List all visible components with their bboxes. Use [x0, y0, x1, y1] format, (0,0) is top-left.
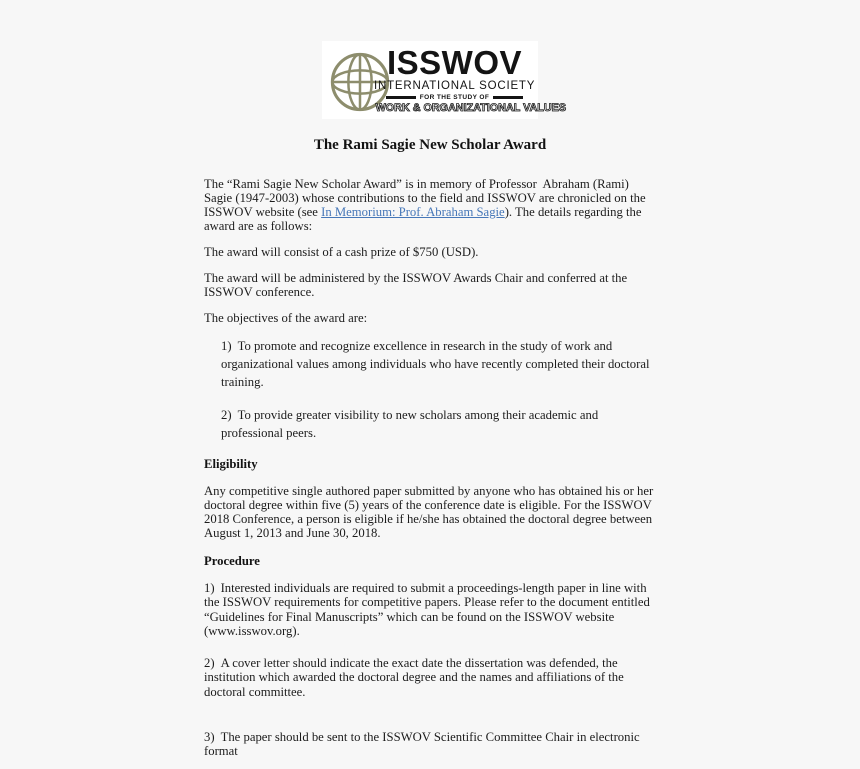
tagline-rule-left	[386, 96, 416, 99]
logo-tagline-row	[374, 94, 535, 101]
eligibility-heading: Eligibility	[204, 457, 258, 471]
item-number: 1)	[204, 581, 215, 595]
intro-paragraph	[204, 177, 656, 233]
list-item	[221, 406, 656, 442]
item-text: A cover letter should indicate the exact date the dissertation was defended, the institution which awarded the doctoral degree and the names and affiliations of the doctoral committee.	[204, 656, 627, 699]
logo-tagline: FOR THE STUDY OF	[419, 94, 490, 101]
procedure-heading: Procedure	[204, 554, 260, 568]
page-title: The Rami Sagie New Scholar Award	[313, 137, 547, 153]
document-body	[204, 177, 656, 759]
list-item	[204, 581, 656, 638]
list-item	[204, 656, 656, 699]
item-text: The paper should be sent to the ISSWOV Scientific Committee Chair in electronic format	[204, 730, 643, 759]
item-text: Interested individuals are required to submit a proceedings-length paper in line with the ISSWOV requirements for competitive papers. Please refer to the document entitled “Guidelines for Final Manuscripts” which can be found on the ISSWOV website (www.isswov.org).	[204, 581, 653, 638]
logo-banner: WORK & ORGANIZATIONAL VALUES	[375, 102, 567, 114]
logo-subtitle: INTERNATIONAL SOCIETY	[374, 80, 536, 92]
prize-paragraph: The award will consist of a cash prize of $750 (USD).	[204, 245, 479, 259]
intro-text-after: ). The details regarding the award are as follows:	[204, 205, 645, 233]
intro-text-before: The “Rami Sagie New Scholar Award” is in memory of Professor Abraham (Rami) Sagie (1947-2003) whose contributions to the field and ISSWOV are chronicled on the ISSWOV website (see	[204, 177, 649, 219]
in-memorium-link[interactable]: In Memorium: Prof. Abraham Sagie	[321, 205, 505, 219]
list-item	[221, 337, 656, 391]
objectives-list	[204, 337, 656, 442]
item-text: To provide greater visibility to new scholars among their academic and professional peers.	[221, 408, 615, 440]
tagline-rule-right	[493, 96, 523, 99]
item-number: 3)	[204, 730, 215, 745]
logo-text-block	[374, 44, 567, 114]
isswov-logo	[322, 41, 567, 119]
objectives-intro-paragraph: The objectives of the award are:	[204, 311, 368, 325]
eligibility-paragraph: Any competitive single authored paper submitted by anyone who has obtained his or her doctoral degree within five (5) years of the conference date is eligible. For the ISSWOV 2018 Conference, a person is eligible if he/she has obtained the doctoral degree between August 1, 2013 and June 30, 2018.	[204, 484, 654, 540]
item-number: 2)	[204, 656, 215, 671]
list-item	[204, 730, 656, 759]
administered-paragraph: The award will be administered by the ISSWOV Awards Chair and conferred at the ISSWOV conference.	[204, 271, 628, 299]
logo-wordmark: ISSWOV	[386, 44, 523, 81]
item-number: 2)	[221, 408, 232, 422]
item-number: 1)	[221, 339, 232, 353]
item-text: To promote and recognize excellence in research in the study of work and organizational values among individuals who have recently completed their doctoral training.	[221, 339, 653, 389]
